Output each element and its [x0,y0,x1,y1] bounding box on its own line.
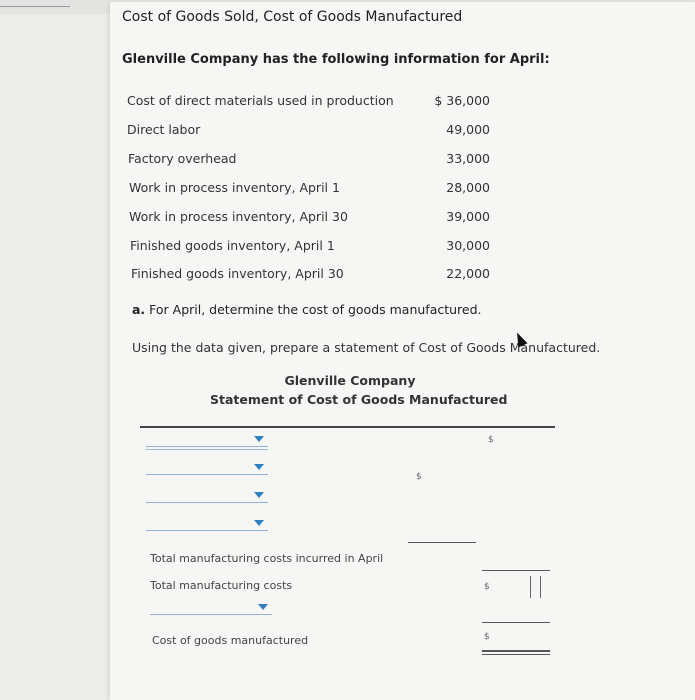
input-edge [530,576,531,598]
total-manufacturing-label: Total manufacturing costs [150,579,293,592]
statement-company: Glenville Company [284,373,416,388]
account-dropdown[interactable] [146,488,268,503]
double-underline [482,654,550,655]
double-underline [482,650,550,652]
divider [0,6,70,7]
row-value: 28,000 [446,180,490,195]
input-underline [146,449,268,450]
row-value: $ 36,000 [434,93,490,108]
row-value: 22,000 [446,266,490,281]
row-value: 33,000 [446,151,490,166]
chevron-down-icon [254,436,264,442]
account-dropdown[interactable] [146,460,268,475]
account-dropdown[interactable] [146,516,268,531]
chevron-down-icon [258,604,268,610]
problem-page [110,2,695,700]
row-label: Work in process inventory, April 30 [129,209,348,224]
chevron-down-icon [254,492,264,498]
dollar-sign: $ [484,582,490,592]
dollar-sign: $ [488,435,494,445]
question-prefix: a. [132,302,146,317]
subtotal-line [408,542,476,543]
account-dropdown[interactable] [146,432,268,447]
row-value: 30,000 [446,238,490,253]
statement-top-rule [140,426,555,428]
amount-line [482,570,550,571]
problem-title: Cost of Goods Sold, Cost of Goods Manufactured [122,9,463,25]
instruction-text: Using the data given, prepare a statement of Cost of Goods Manufactured. [132,340,601,355]
cogm-label: Cost of goods manufactured [152,634,309,647]
chevron-down-icon [254,464,264,470]
amount-line [482,622,550,623]
total-incurred-label: Total manufacturing costs incurred in April [150,552,384,565]
dollar-sign: $ [484,632,490,642]
chevron-down-icon [254,520,264,526]
row-label: Direct labor [127,122,201,137]
row-label: Finished goods inventory, April 30 [131,266,344,281]
row-label: Factory overhead [128,151,237,166]
row-label: Finished goods inventory, April 1 [130,238,335,253]
row-label: Cost of direct materials used in production [127,93,394,108]
row-value: 39,000 [446,209,490,224]
statement-heading: Statement of Cost of Goods Manufactured [210,392,508,407]
row-label: Work in process inventory, April 1 [129,180,340,195]
question-text: For April, determine the cost of goods manufactured. [145,302,482,317]
row-value: 49,000 [446,122,490,137]
input-edge [540,576,541,598]
dollar-sign: $ [416,472,422,482]
adjustment-dropdown[interactable] [150,600,272,615]
question [132,302,482,317]
problem-intro: Glenville Company has the following information for April: [122,52,550,67]
